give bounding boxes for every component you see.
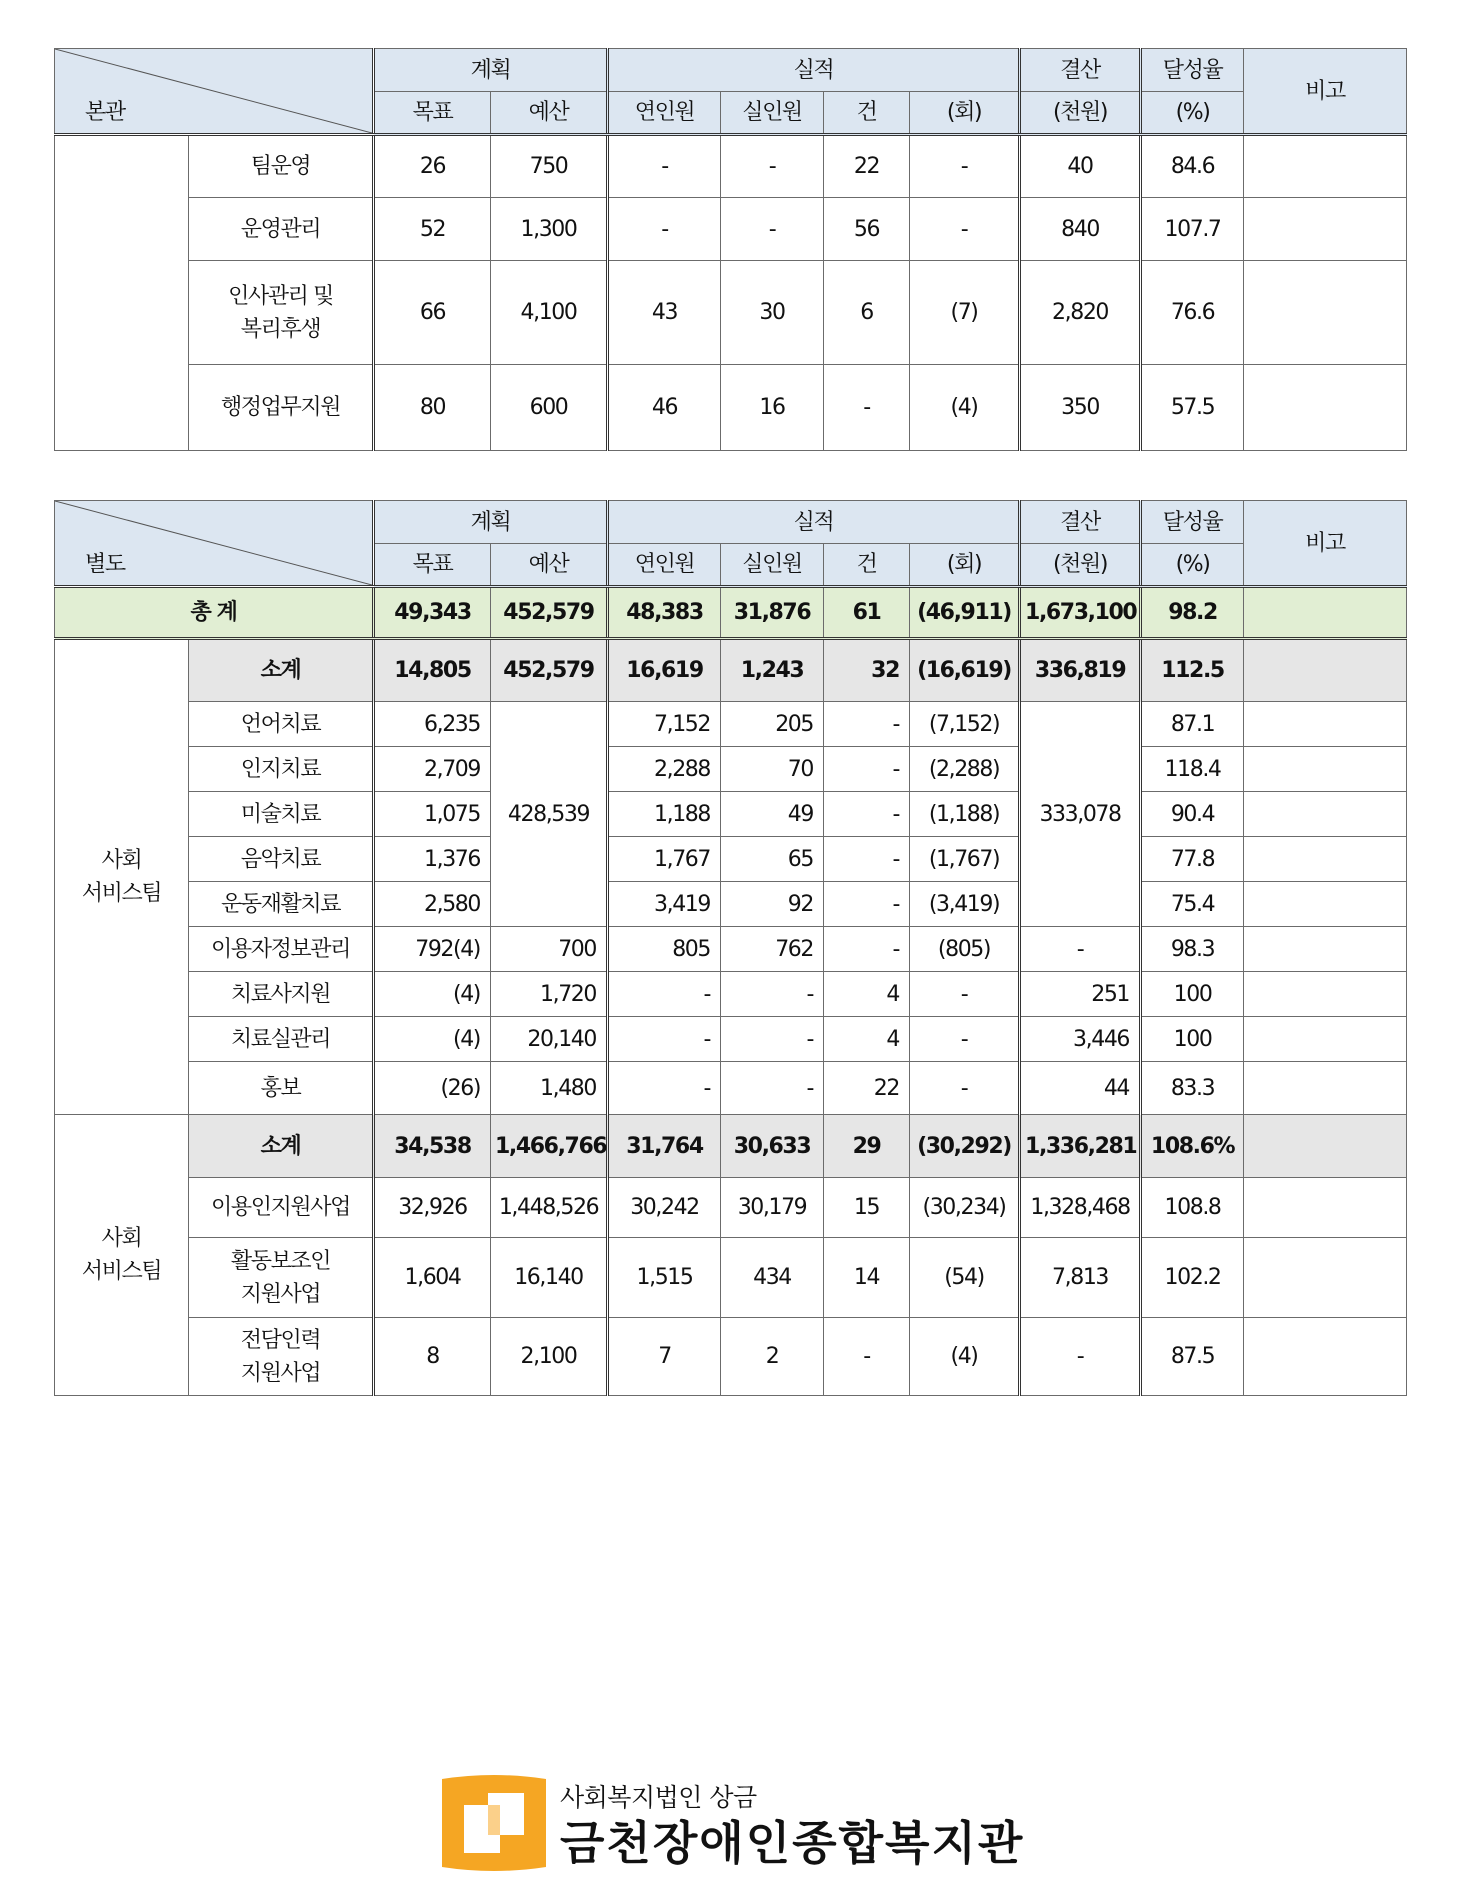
header-rate: 달성율	[1141, 49, 1244, 92]
cell-actual: 434	[721, 1238, 824, 1318]
cell-settle: 1,336,281	[1020, 1115, 1141, 1178]
cell-target: 80	[374, 365, 491, 451]
cell-target: (4)	[374, 1017, 491, 1062]
cell-actual: -	[721, 1017, 824, 1062]
cell-target: 2,580	[374, 882, 491, 927]
row-name: 홍보	[189, 1062, 374, 1115]
total-row	[55, 587, 1407, 639]
row-name: 치료사지원	[189, 972, 374, 1017]
cell-times: -	[910, 135, 1020, 198]
row-name: 인지치료	[189, 747, 374, 792]
cell-actual: 1,243	[721, 639, 824, 702]
cell-cases: -	[824, 837, 910, 882]
row-name: 치료실관리	[189, 1017, 374, 1062]
header-settle-unit: (천원)	[1020, 92, 1141, 135]
cell-cases: -	[824, 747, 910, 792]
header-cases: 건	[824, 544, 910, 587]
row-name: 팀운영	[189, 135, 374, 198]
table-row	[55, 972, 1407, 1017]
row-name	[189, 261, 374, 365]
table-row	[55, 1062, 1407, 1115]
cell-cumulative: 1,515	[608, 1238, 721, 1318]
subtotal-label: 소계	[189, 639, 374, 702]
header-times: (회)	[910, 544, 1020, 587]
table-row	[55, 1238, 1407, 1318]
cell-settle: 1,673,100	[1020, 587, 1141, 639]
cell-rate: 98.3	[1141, 927, 1244, 972]
cell-budget: 20,140	[491, 1017, 608, 1062]
cell-cases: 4	[824, 972, 910, 1017]
cell-rate: 100	[1141, 1017, 1244, 1062]
cell-note	[1244, 365, 1407, 451]
cell-target: 2,709	[374, 747, 491, 792]
table-row	[55, 837, 1407, 882]
cell-rate: 102.2	[1141, 1238, 1244, 1318]
cell-actual: 2	[721, 1318, 824, 1396]
merged-budget: 428,539	[491, 702, 608, 927]
cell-target: 14,805	[374, 639, 491, 702]
cell-rate: 90.4	[1141, 792, 1244, 837]
cell-actual: 16	[721, 365, 824, 451]
cell-note	[1244, 198, 1407, 261]
cell-target: 1,604	[374, 1238, 491, 1318]
cell-actual: -	[721, 135, 824, 198]
cell-rate: 98.2	[1141, 587, 1244, 639]
cell-rate: 77.8	[1141, 837, 1244, 882]
cell-note	[1244, 1318, 1407, 1396]
cell-actual: 762	[721, 927, 824, 972]
corner-label: 별도	[85, 552, 125, 577]
header-note: 비고	[1244, 49, 1407, 135]
cell-note	[1244, 1178, 1407, 1238]
cell-note	[1244, 1115, 1407, 1178]
cell-times: (30,234)	[910, 1178, 1020, 1238]
row-name-line2: 지원사업	[240, 1360, 321, 1386]
cell-times: -	[910, 198, 1020, 261]
cell-times: (30,292)	[910, 1115, 1020, 1178]
cell-times: -	[910, 1062, 1020, 1115]
cell-rate: 100	[1141, 972, 1244, 1017]
subtotal-label: 소계	[189, 1115, 374, 1178]
cell-target: 792(4)	[374, 927, 491, 972]
organization-subtitle: 사회복지법인 상금	[560, 1783, 757, 1812]
cell-budget: 1,448,526	[491, 1178, 608, 1238]
cell-times: (3,419)	[910, 882, 1020, 927]
cell-rate: 118.4	[1141, 747, 1244, 792]
row-name-line2: 복리후생	[240, 316, 321, 342]
header-rate: 달성율	[1141, 501, 1244, 544]
cell-note	[1244, 639, 1407, 702]
cell-times: (4)	[910, 1318, 1020, 1396]
cell-note	[1244, 587, 1407, 639]
cell-actual: -	[721, 972, 824, 1017]
cell-cumulative: 30,242	[608, 1178, 721, 1238]
table-row	[55, 198, 1407, 261]
cell-actual: 30	[721, 261, 824, 365]
table-row	[55, 261, 1407, 365]
team-label-line1: 사회	[101, 848, 142, 873]
header-settle: 결산	[1020, 49, 1141, 92]
cell-cases: -	[824, 792, 910, 837]
header-result: 실적	[608, 501, 1020, 544]
row-name: 운동재활치료	[189, 882, 374, 927]
team-label-line1: 사회	[101, 1226, 142, 1251]
cell-cases: -	[824, 1318, 910, 1396]
cell-budget: 1,300	[491, 198, 608, 261]
cell-settle: 3,446	[1020, 1017, 1141, 1062]
cell-rate: 83.3	[1141, 1062, 1244, 1115]
table-row	[55, 702, 1407, 747]
cell-cases: 15	[824, 1178, 910, 1238]
cell-target: 49,343	[374, 587, 491, 639]
table-row	[55, 1178, 1407, 1238]
cell-cumulative: 805	[608, 927, 721, 972]
cell-actual: 70	[721, 747, 824, 792]
row-name	[189, 1238, 374, 1318]
header-note: 비고	[1244, 501, 1407, 587]
header-cumulative: 연인원	[608, 544, 721, 587]
cell-settle: 840	[1020, 198, 1141, 261]
cell-budget: 700	[491, 927, 608, 972]
cell-cases: -	[824, 702, 910, 747]
cell-target: 66	[374, 261, 491, 365]
cell-settle: -	[1020, 1318, 1141, 1396]
cell-times: (54)	[910, 1238, 1020, 1318]
table-row	[55, 882, 1407, 927]
cell-times: (805)	[910, 927, 1020, 972]
cell-target: 6,235	[374, 702, 491, 747]
cell-cumulative: 48,383	[608, 587, 721, 639]
cell-actual: 92	[721, 882, 824, 927]
cell-target: (4)	[374, 972, 491, 1017]
merged-settle: 333,078	[1020, 702, 1141, 927]
cell-budget: 1,466,766	[491, 1115, 608, 1178]
cell-cumulative: -	[608, 1017, 721, 1062]
team-label	[55, 1115, 189, 1396]
cell-settle: 336,819	[1020, 639, 1141, 702]
cell-cumulative: 7	[608, 1318, 721, 1396]
subtotal-row	[55, 639, 1407, 702]
cell-cumulative: -	[608, 135, 721, 198]
cell-rate: 107.7	[1141, 198, 1244, 261]
cell-target: (26)	[374, 1062, 491, 1115]
table-row	[55, 927, 1407, 972]
header-actual: 실인원	[721, 544, 824, 587]
cell-actual: 205	[721, 702, 824, 747]
cell-target: 52	[374, 198, 491, 261]
cell-settle: 44	[1020, 1062, 1141, 1115]
table-row	[55, 135, 1407, 198]
team-label-line2: 서비스팀	[81, 881, 162, 906]
cell-actual: -	[721, 1062, 824, 1115]
cell-budget: 2,100	[491, 1318, 608, 1396]
header-plan: 계획	[374, 501, 608, 544]
cell-actual: 31,876	[721, 587, 824, 639]
header-cumulative: 연인원	[608, 92, 721, 135]
cell-target: 32,926	[374, 1178, 491, 1238]
header-settle-unit: (천원)	[1020, 544, 1141, 587]
team-label	[55, 639, 189, 1115]
group-cell	[55, 135, 189, 451]
row-name-line1: 전담인력	[240, 1327, 321, 1353]
row-name: 음악치료	[189, 837, 374, 882]
cell-actual: -	[721, 198, 824, 261]
cell-cases: -	[824, 927, 910, 972]
table-main-building	[54, 48, 1407, 451]
cell-settle: 40	[1020, 135, 1141, 198]
table-row	[55, 747, 1407, 792]
cell-times: (7)	[910, 261, 1020, 365]
cell-times: (7,152)	[910, 702, 1020, 747]
cell-settle: 350	[1020, 365, 1141, 451]
cell-times: -	[910, 972, 1020, 1017]
cell-budget: 1,480	[491, 1062, 608, 1115]
cell-cases: -	[824, 882, 910, 927]
cell-rate: 112.5	[1141, 639, 1244, 702]
cell-target: 1,376	[374, 837, 491, 882]
cell-rate: 75.4	[1141, 882, 1244, 927]
cell-note	[1244, 135, 1407, 198]
row-name-line1: 인사관리 및	[228, 283, 333, 309]
cell-note	[1244, 927, 1407, 972]
cell-rate: 84.6	[1141, 135, 1244, 198]
cell-note	[1244, 837, 1407, 882]
table-row	[55, 792, 1407, 837]
organization-name: 금천장애인종합복지관	[560, 1816, 1025, 1870]
cell-note	[1244, 1017, 1407, 1062]
cell-rate: 76.6	[1141, 261, 1244, 365]
cell-note	[1244, 792, 1407, 837]
cell-cumulative: 43	[608, 261, 721, 365]
cell-cumulative: -	[608, 198, 721, 261]
total-label: 총 계	[55, 587, 374, 639]
cell-cases: 29	[824, 1115, 910, 1178]
cell-settle: 251	[1020, 972, 1141, 1017]
cell-budget: 452,579	[491, 587, 608, 639]
cell-note	[1244, 972, 1407, 1017]
cell-cases: 56	[824, 198, 910, 261]
corner-header	[55, 49, 374, 135]
header-result: 실적	[608, 49, 1020, 92]
cell-cumulative: -	[608, 972, 721, 1017]
corner-label: 본관	[85, 100, 125, 125]
row-name	[189, 1178, 374, 1238]
cell-budget: 4,100	[491, 261, 608, 365]
cell-times: (1,188)	[910, 792, 1020, 837]
cell-rate: 108.8	[1141, 1178, 1244, 1238]
organization-name-block	[560, 1778, 1024, 1869]
cell-times: -	[910, 1017, 1020, 1062]
cell-budget: 1,720	[491, 972, 608, 1017]
cell-times: (2,288)	[910, 747, 1020, 792]
cell-settle: 1,328,468	[1020, 1178, 1141, 1238]
table-row	[55, 1017, 1407, 1062]
row-name-line2: 지원사업	[240, 1281, 321, 1307]
cell-budget: 16,140	[491, 1238, 608, 1318]
corner-header	[55, 501, 374, 587]
cell-cases: 22	[824, 135, 910, 198]
header-rate-unit: (%)	[1141, 544, 1244, 587]
cell-actual: 49	[721, 792, 824, 837]
table-row	[55, 1318, 1407, 1396]
header-settle: 결산	[1020, 501, 1141, 544]
cell-cases: 14	[824, 1238, 910, 1318]
cell-note	[1244, 1238, 1407, 1318]
header-budget: 예산	[491, 92, 608, 135]
cell-target: 26	[374, 135, 491, 198]
cell-cumulative: 16,619	[608, 639, 721, 702]
table-row	[55, 365, 1407, 451]
header-times: (회)	[910, 92, 1020, 135]
header-plan: 계획	[374, 49, 608, 92]
cell-times: (46,911)	[910, 587, 1020, 639]
cell-budget: 452,579	[491, 639, 608, 702]
cell-cumulative: 1,188	[608, 792, 721, 837]
subtotal-row	[55, 1115, 1407, 1178]
cell-cumulative: 46	[608, 365, 721, 451]
cell-settle: 2,820	[1020, 261, 1141, 365]
cell-times: (1,767)	[910, 837, 1020, 882]
row-name: 운영관리	[189, 198, 374, 261]
header-actual: 실인원	[721, 92, 824, 135]
cell-cases: 61	[824, 587, 910, 639]
cell-cumulative: 31,764	[608, 1115, 721, 1178]
cell-rate: 57.5	[1141, 365, 1244, 451]
table-separate	[54, 500, 1407, 1396]
header-cases: 건	[824, 92, 910, 135]
cell-cases: 6	[824, 261, 910, 365]
cell-rate: 87.5	[1141, 1318, 1244, 1396]
row-name: 이용자정보관리	[189, 927, 374, 972]
organization-logo-icon	[442, 1771, 546, 1875]
header-rate-unit: (%)	[1141, 92, 1244, 135]
cell-cumulative: 3,419	[608, 882, 721, 927]
row-name-line1: 이용인지원사업	[211, 1195, 350, 1220]
cell-actual: 65	[721, 837, 824, 882]
cell-rate: 108.6%	[1141, 1115, 1244, 1178]
cell-cases: 4	[824, 1017, 910, 1062]
cell-cumulative: -	[608, 1062, 721, 1115]
cell-settle: 7,813	[1020, 1238, 1141, 1318]
cell-target: 8	[374, 1318, 491, 1396]
cell-note	[1244, 747, 1407, 792]
cell-rate: 87.1	[1141, 702, 1244, 747]
cell-note	[1244, 882, 1407, 927]
row-name-line1: 활동보조인	[230, 1248, 331, 1274]
cell-note	[1244, 702, 1407, 747]
cell-times: (16,619)	[910, 639, 1020, 702]
cell-cases: 32	[824, 639, 910, 702]
row-name	[189, 1318, 374, 1396]
cell-cumulative: 7,152	[608, 702, 721, 747]
cell-target: 1,075	[374, 792, 491, 837]
cell-cases: 22	[824, 1062, 910, 1115]
cell-cases: -	[824, 365, 910, 451]
cell-actual: 30,633	[721, 1115, 824, 1178]
cell-note	[1244, 1062, 1407, 1115]
row-name: 미술치료	[189, 792, 374, 837]
cell-target: 34,538	[374, 1115, 491, 1178]
cell-settle: -	[1020, 927, 1141, 972]
header-target: 목표	[374, 92, 491, 135]
cell-cumulative: 2,288	[608, 747, 721, 792]
header-target: 목표	[374, 544, 491, 587]
team-label-line2: 서비스팀	[81, 1259, 162, 1284]
cell-budget: 750	[491, 135, 608, 198]
row-name: 행정업무지원	[189, 365, 374, 451]
header-budget: 예산	[491, 544, 608, 587]
cell-note	[1244, 261, 1407, 365]
cell-budget: 600	[491, 365, 608, 451]
cell-actual: 30,179	[721, 1178, 824, 1238]
cell-cumulative: 1,767	[608, 837, 721, 882]
cell-times: (4)	[910, 365, 1020, 451]
row-name: 언어치료	[189, 702, 374, 747]
